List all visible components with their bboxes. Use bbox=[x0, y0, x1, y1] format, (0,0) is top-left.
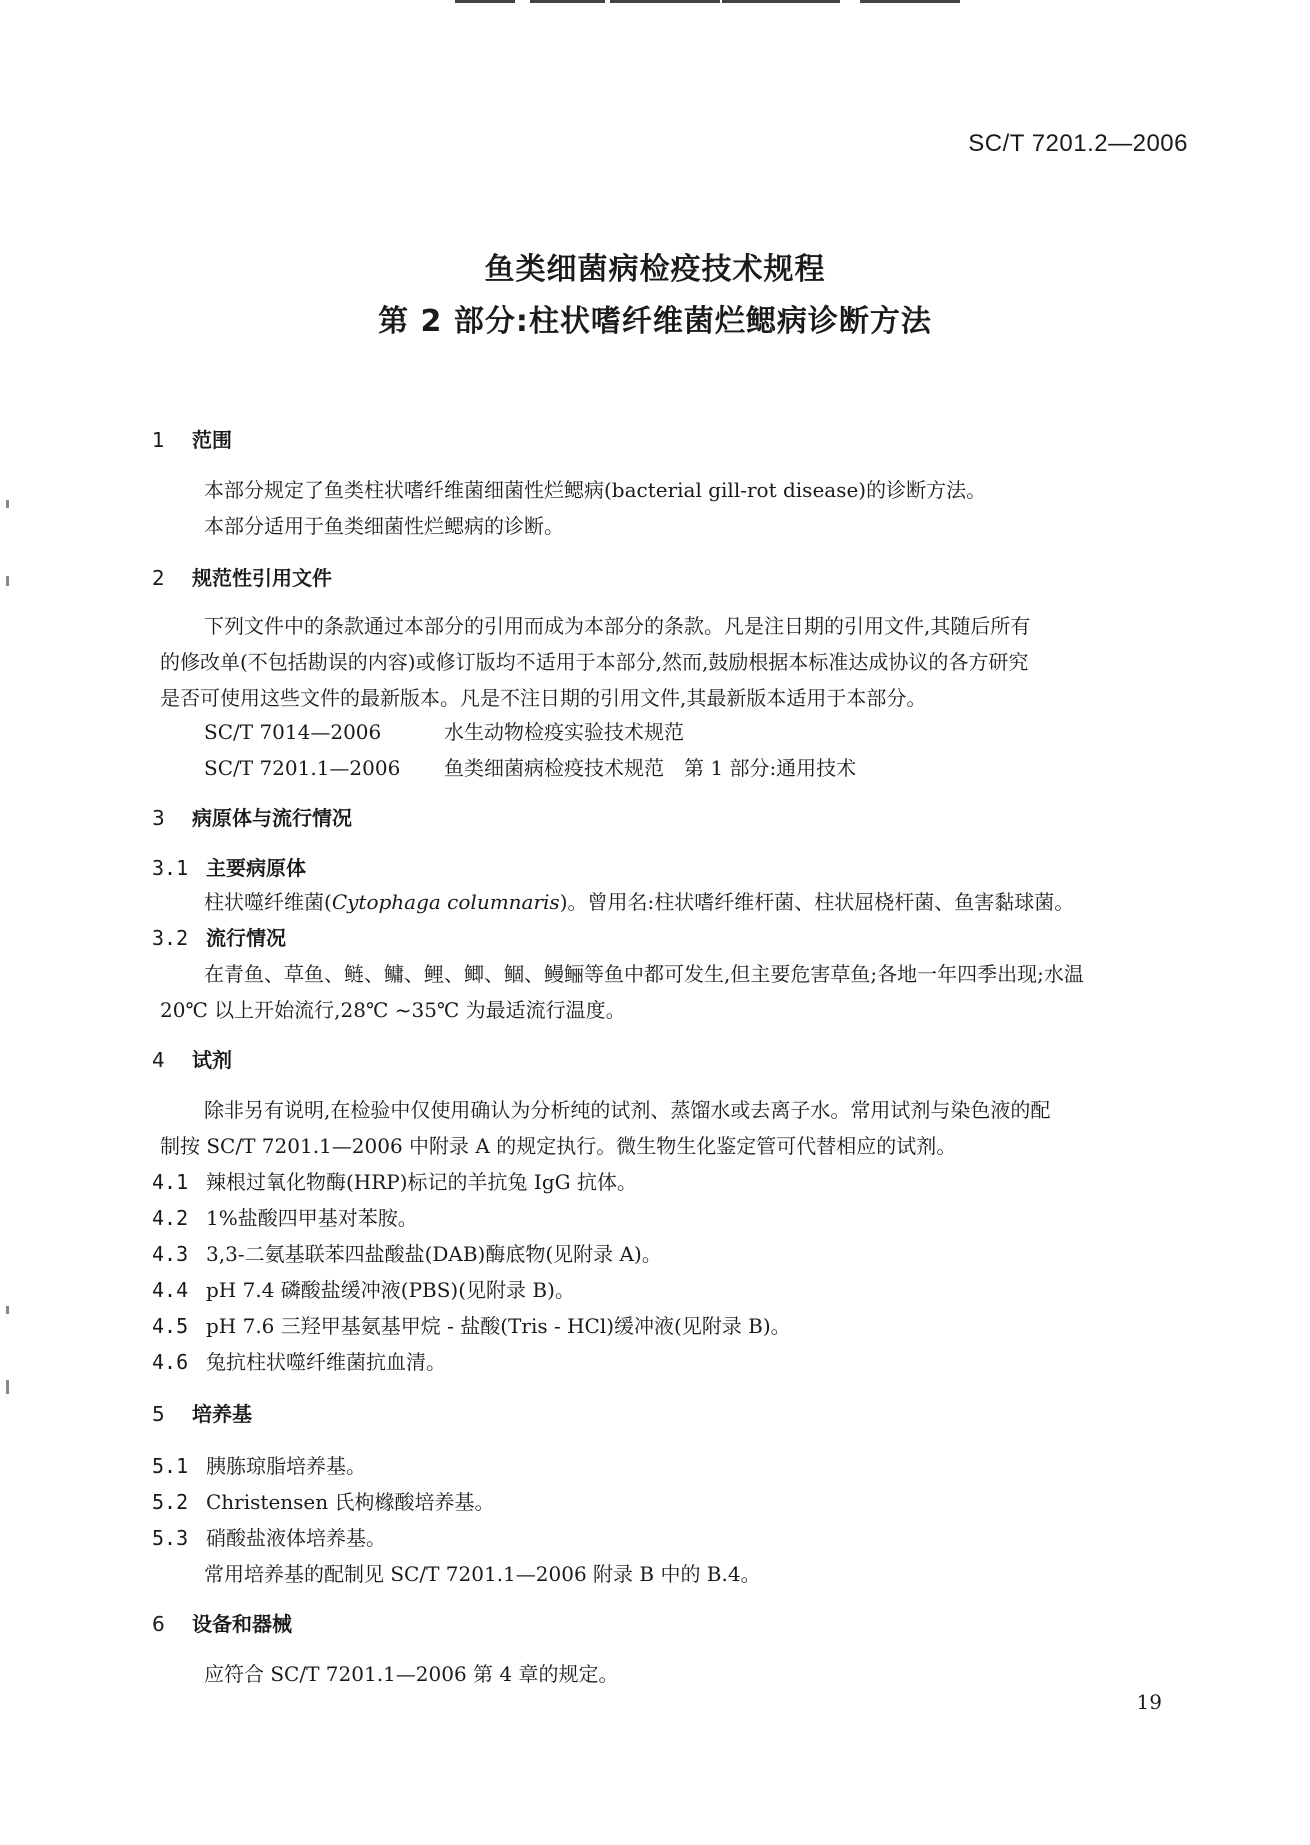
reagents-line-1: 除非另有说明,在检验中仅使用确认为分析纯的试剂、蒸馏水或去离子水。常用试剂与染色液的配 bbox=[204, 1098, 1051, 1122]
reference-item bbox=[204, 716, 684, 745]
subsection-number: 3.1 bbox=[152, 856, 189, 880]
scan-margin-mark bbox=[6, 1380, 9, 1394]
top-scan-rule bbox=[722, 0, 840, 3]
medium-item bbox=[152, 1522, 386, 1551]
reagent-item bbox=[152, 1166, 637, 1195]
reagent-item bbox=[152, 1346, 446, 1375]
item-text: Christensen 氏枸橼酸培养基。 bbox=[206, 1490, 495, 1514]
item-number: 5.3 bbox=[152, 1526, 189, 1550]
media-note: 常用培养基的配制见 SC/T 7201.1—2006 附录 B 中的 B.4。 bbox=[204, 1562, 761, 1586]
document-title: 鱼类细菌病检疫技术规程 bbox=[484, 252, 826, 287]
section-number: 6 bbox=[152, 1612, 165, 1636]
reagents-line-2: 制按 SC/T 7201.1—2006 中附录 A 的规定执行。微生物生化鉴定管可代替相应的试剂。 bbox=[160, 1134, 957, 1158]
item-number: 4.2 bbox=[152, 1206, 189, 1230]
references-line-1: 下列文件中的条款通过本部分的引用而成为本部分的条款。凡是注日期的引用文件,其随后所有 bbox=[204, 614, 1031, 638]
scan-margin-mark bbox=[6, 1306, 9, 1314]
subsection-title: 主要病原体 bbox=[206, 856, 306, 880]
epidemic-line-1: 在青鱼、草鱼、鲢、鳙、鲤、鲫、鲴、鳗鲡等鱼中都可发生,但主要危害草鱼;各地一年四季出现;水温 bbox=[204, 962, 1084, 986]
item-text: 辣根过氧化物酶(HRP)标记的羊抗兔 IgG 抗体。 bbox=[206, 1170, 637, 1194]
section-number: 4 bbox=[152, 1048, 165, 1072]
section-number: 2 bbox=[152, 566, 165, 590]
item-number: 4.6 bbox=[152, 1350, 189, 1374]
section-title: 设备和器械 bbox=[192, 1612, 292, 1636]
latin-name: Cytophaga columnaris bbox=[331, 890, 560, 914]
top-scan-rule bbox=[530, 0, 605, 3]
section-title: 规范性引用文件 bbox=[192, 566, 332, 590]
references-line-3: 是否可使用这些文件的最新版本。凡是不注日期的引用文件,其最新版本适用于本部分。 bbox=[160, 686, 927, 710]
equipment-paragraph: 应符合 SC/T 7201.1—2006 第 4 章的规定。 bbox=[204, 1662, 619, 1686]
subsection-number: 3.2 bbox=[152, 926, 189, 950]
document-subtitle: 第 2 部分:柱状嗜纤维菌烂鳃病诊断方法 bbox=[378, 304, 932, 339]
epidemic-line-2: 20℃ 以上开始流行,28℃ ~35℃ 为最适流行温度。 bbox=[160, 998, 626, 1022]
scope-paragraph-2: 本部分适用于鱼类细菌性烂鳃病的诊断。 bbox=[204, 514, 564, 538]
subsection-title: 流行情况 bbox=[206, 926, 286, 950]
top-scan-rule bbox=[455, 0, 515, 3]
section-number: 5 bbox=[152, 1402, 165, 1426]
item-number: 4.3 bbox=[152, 1242, 189, 1266]
section-title: 试剂 bbox=[192, 1048, 232, 1072]
pathogen-text: 柱状噬纤维菌( bbox=[204, 890, 332, 914]
scan-margin-mark bbox=[6, 576, 9, 586]
item-number: 4.5 bbox=[152, 1314, 189, 1338]
reference-title: 鱼类细菌病检疫技术规范 第 1 部分:通用技术 bbox=[444, 756, 857, 780]
scope-paragraph-1: 本部分规定了鱼类柱状嗜纤维菌细菌性烂鳃病(bacterial gill-rot disease)的诊断方法。 bbox=[204, 478, 987, 502]
section-heading-media bbox=[152, 1398, 252, 1427]
section-heading-reagents bbox=[152, 1044, 232, 1073]
item-text: 胰胨琼脂培养基。 bbox=[206, 1454, 366, 1478]
item-text: 硝酸盐液体培养基。 bbox=[206, 1526, 386, 1550]
top-scan-rule bbox=[860, 0, 960, 3]
item-text: 兔抗柱状噬纤维菌抗血清。 bbox=[206, 1350, 446, 1374]
reagent-item bbox=[152, 1238, 662, 1267]
reagent-item bbox=[152, 1274, 575, 1303]
reference-title: 水生动物检疫实验技术规范 bbox=[444, 720, 684, 744]
section-title: 培养基 bbox=[192, 1402, 252, 1426]
item-number: 4.4 bbox=[152, 1278, 189, 1302]
section-number: 1 bbox=[152, 428, 165, 452]
medium-item bbox=[152, 1486, 495, 1515]
item-number: 5.1 bbox=[152, 1454, 189, 1478]
section-heading-pathogen bbox=[152, 802, 352, 831]
pathogen-text: )。曾用名:柱状嗜纤维杆菌、柱状屈桡杆菌、鱼害黏球菌。 bbox=[559, 890, 1075, 914]
section-number: 3 bbox=[152, 806, 165, 830]
section-title: 范围 bbox=[192, 428, 232, 452]
references-line-2: 的修改单(不包括勘误的内容)或修订版均不适用于本部分,然而,鼓励根据本标准达成协议的各方研究 bbox=[160, 650, 1029, 674]
section-title: 病原体与流行情况 bbox=[192, 806, 352, 830]
reference-item bbox=[204, 752, 856, 781]
scan-margin-mark bbox=[6, 500, 9, 508]
medium-item bbox=[152, 1450, 366, 1479]
section-heading-scope bbox=[152, 424, 232, 453]
reagent-item bbox=[152, 1202, 418, 1231]
item-text: pH 7.4 磷酸盐缓冲液(PBS)(见附录 B)。 bbox=[206, 1278, 575, 1302]
subsection-heading bbox=[152, 852, 306, 881]
item-text: pH 7.6 三羟甲基氨基甲烷 - 盐酸(Tris - HCl)缓冲液(见附录 B)。 bbox=[206, 1314, 791, 1338]
subsection-heading bbox=[152, 922, 286, 951]
top-scan-rule bbox=[610, 0, 720, 3]
reagent-item bbox=[152, 1310, 791, 1339]
section-heading-equipment bbox=[152, 1608, 292, 1637]
document-code: SC/T 7201.2—2006 bbox=[968, 130, 1188, 157]
item-number: 5.2 bbox=[152, 1490, 189, 1514]
item-text: 3,3-二氨基联苯四盐酸盐(DAB)酶底物(见附录 A)。 bbox=[206, 1242, 662, 1266]
item-text: 1%盐酸四甲基对苯胺。 bbox=[206, 1206, 418, 1230]
page-number: 19 bbox=[1136, 1690, 1162, 1714]
pathogen-paragraph bbox=[204, 886, 1074, 915]
section-heading-references bbox=[152, 562, 332, 591]
item-number: 4.1 bbox=[152, 1170, 189, 1194]
reference-code: SC/T 7014—2006 bbox=[204, 720, 382, 744]
reference-code: SC/T 7201.1—2006 bbox=[204, 756, 401, 780]
